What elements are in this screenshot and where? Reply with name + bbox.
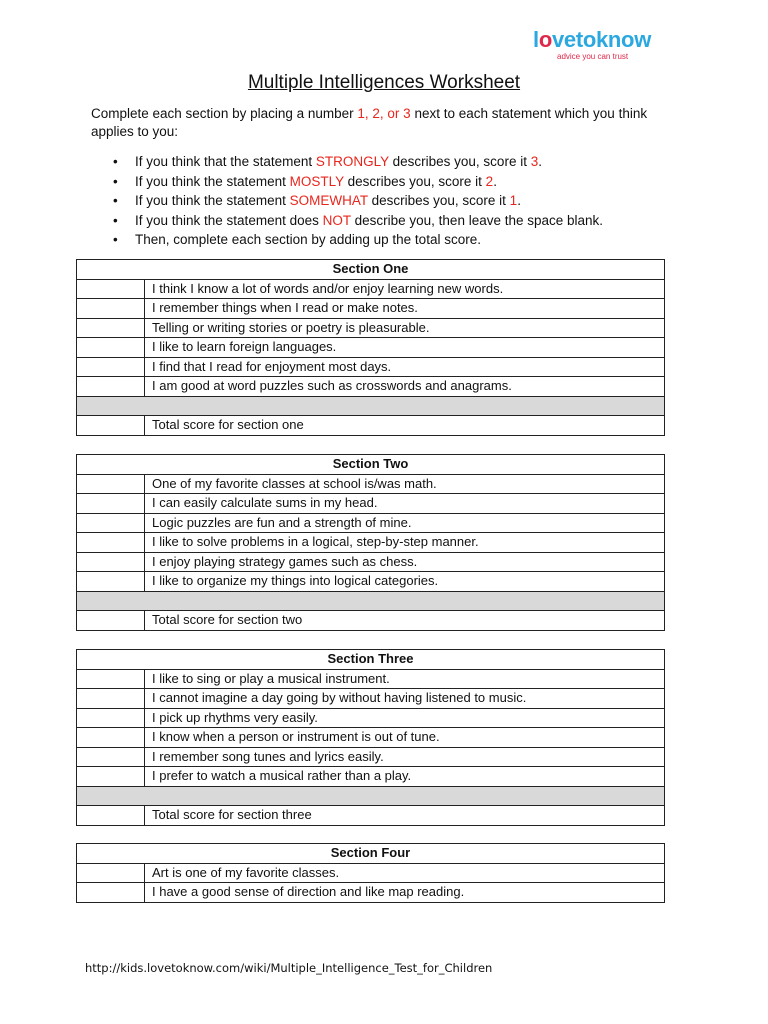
statement-row bbox=[77, 377, 665, 397]
score-cell[interactable] bbox=[77, 299, 145, 319]
logo-wordmark bbox=[533, 28, 663, 52]
bullet-dot: • bbox=[113, 193, 118, 208]
statement-row bbox=[77, 883, 665, 903]
intro-paragraph bbox=[91, 105, 681, 141]
statement-row bbox=[77, 357, 665, 377]
total-label: Total score for section one bbox=[145, 416, 665, 436]
statement-text: I find that I read for enjoyment most days. bbox=[145, 357, 665, 377]
statement-text: I can easily calculate sums in my head. bbox=[145, 494, 665, 514]
statement-row bbox=[77, 669, 665, 689]
section-table bbox=[76, 454, 665, 631]
instruction-text: describes you, score it bbox=[367, 193, 510, 208]
statement-row bbox=[77, 767, 665, 787]
score-cell[interactable] bbox=[77, 494, 145, 514]
separator-cell bbox=[77, 396, 665, 416]
instructions-list bbox=[91, 152, 691, 250]
section-table bbox=[76, 843, 665, 903]
score-cell[interactable] bbox=[77, 747, 145, 767]
statement-text: I like to sing or play a musical instrument. bbox=[145, 669, 665, 689]
total-score-cell[interactable] bbox=[77, 611, 145, 631]
score-cell[interactable] bbox=[77, 708, 145, 728]
statement-row bbox=[77, 689, 665, 709]
separator-cell bbox=[77, 786, 665, 806]
instruction-score: 2 bbox=[485, 173, 494, 189]
section-heading: Section Four bbox=[77, 844, 665, 864]
statement-row bbox=[77, 728, 665, 748]
logo-tagline: advice you can trust bbox=[557, 52, 629, 61]
intro-text-before: Complete each section by placing a number bbox=[91, 106, 358, 121]
statement-text: I know when a person or instrument is out of tune. bbox=[145, 728, 665, 748]
instruction-text: Then, complete each section by adding up the total score. bbox=[135, 232, 481, 247]
score-cell[interactable] bbox=[77, 863, 145, 883]
score-cell[interactable] bbox=[77, 883, 145, 903]
bullet-dot: • bbox=[113, 173, 118, 189]
instruction-highlight: MOSTLY bbox=[289, 173, 344, 189]
statement-row bbox=[77, 863, 665, 883]
instruction-text: If you think the statement bbox=[135, 173, 290, 189]
instruction-highlight: NOT bbox=[322, 212, 351, 228]
section-table bbox=[76, 649, 665, 826]
statement-text: I have a good sense of direction and like map reading. bbox=[145, 883, 665, 903]
instruction-text: . bbox=[493, 173, 497, 189]
section-heading: Section One bbox=[77, 260, 665, 280]
statement-row bbox=[77, 299, 665, 319]
score-cell[interactable] bbox=[77, 338, 145, 358]
total-row bbox=[77, 611, 665, 631]
statement-text: I think I know a lot of words and/or enjoy learning new words. bbox=[145, 279, 665, 299]
score-cell[interactable] bbox=[77, 533, 145, 553]
instruction-score: 3 bbox=[530, 154, 539, 169]
statement-text: One of my favorite classes at school is/was math. bbox=[145, 474, 665, 494]
bullet-dot: • bbox=[113, 212, 118, 228]
instruction-item bbox=[91, 152, 691, 172]
instruction-text: If you think that the statement bbox=[135, 154, 316, 169]
section-table bbox=[76, 259, 665, 436]
score-cell[interactable] bbox=[77, 377, 145, 397]
total-score-cell[interactable] bbox=[77, 416, 145, 436]
total-row bbox=[77, 806, 665, 826]
total-label: Total score for section three bbox=[145, 806, 665, 826]
intro-numbers: 1, 2, or 3 bbox=[357, 106, 411, 121]
instruction-item bbox=[91, 230, 691, 250]
score-cell[interactable] bbox=[77, 552, 145, 572]
separator-row bbox=[77, 396, 665, 416]
statement-row bbox=[77, 494, 665, 514]
score-cell[interactable] bbox=[77, 689, 145, 709]
logo-heart-o: o bbox=[538, 27, 552, 52]
score-cell[interactable] bbox=[77, 357, 145, 377]
score-cell[interactable] bbox=[77, 669, 145, 689]
statement-text: I remember song tunes and lyrics easily. bbox=[145, 747, 665, 767]
intro-text-after: next to each statement which you think applies to you: bbox=[91, 106, 648, 139]
score-cell[interactable] bbox=[77, 513, 145, 533]
statement-row bbox=[77, 552, 665, 572]
score-cell[interactable] bbox=[77, 767, 145, 787]
statement-text: I enjoy playing strategy games such as chess. bbox=[145, 552, 665, 572]
footer-url[interactable]: http://kids.lovetoknow.com/wiki/Multiple_Intelligence_Test_for_Children bbox=[85, 961, 493, 975]
section-heading: Section Two bbox=[77, 455, 665, 475]
statement-text: Art is one of my favorite classes. bbox=[145, 863, 665, 883]
statement-row bbox=[77, 338, 665, 358]
statement-row bbox=[77, 533, 665, 553]
score-cell[interactable] bbox=[77, 572, 145, 592]
instruction-item bbox=[91, 172, 691, 192]
bullet-dot: • bbox=[113, 232, 118, 247]
separator-row bbox=[77, 591, 665, 611]
score-cell[interactable] bbox=[77, 474, 145, 494]
statement-text: I pick up rhythms very easily. bbox=[145, 708, 665, 728]
total-row bbox=[77, 416, 665, 436]
statement-row bbox=[77, 318, 665, 338]
instruction-text: If you think the statement does bbox=[135, 212, 323, 228]
statement-text: I like to organize my things into logical categories. bbox=[145, 572, 665, 592]
total-label: Total score for section two bbox=[145, 611, 665, 631]
statement-text: I remember things when I read or make notes. bbox=[145, 299, 665, 319]
instruction-text: . bbox=[538, 154, 542, 169]
instruction-item bbox=[91, 211, 691, 231]
bullet-dot: • bbox=[113, 154, 118, 169]
separator-row bbox=[77, 786, 665, 806]
statement-row bbox=[77, 279, 665, 299]
statement-row bbox=[77, 572, 665, 592]
statement-text: I cannot imagine a day going by without having listened to music. bbox=[145, 689, 665, 709]
logo-letter-l: l bbox=[533, 27, 539, 52]
instruction-item bbox=[91, 191, 691, 211]
total-score-cell[interactable] bbox=[77, 806, 145, 826]
statement-row bbox=[77, 513, 665, 533]
statement-text: I like to solve problems in a logical, step-by-step manner. bbox=[145, 533, 665, 553]
logo-rest: vetoknow bbox=[551, 27, 652, 52]
statement-row bbox=[77, 708, 665, 728]
worksheet-title: Multiple Intelligences Worksheet bbox=[247, 72, 521, 93]
statement-text: I am good at word puzzles such as crosswords and anagrams. bbox=[145, 377, 665, 397]
statement-text: Logic puzzles are fun and a strength of mine. bbox=[145, 513, 665, 533]
instruction-text: If you think the statement bbox=[135, 193, 290, 208]
statement-text: I like to learn foreign languages. bbox=[145, 338, 665, 358]
statement-text: Telling or writing stories or poetry is pleasurable. bbox=[145, 318, 665, 338]
score-cell[interactable] bbox=[77, 279, 145, 299]
separator-cell bbox=[77, 591, 665, 611]
instruction-score: 1 bbox=[509, 193, 518, 208]
section-heading: Section Three bbox=[77, 650, 665, 670]
instruction-text: describes you, score it bbox=[343, 173, 486, 189]
score-cell[interactable] bbox=[77, 728, 145, 748]
statement-row bbox=[77, 747, 665, 767]
score-cell[interactable] bbox=[77, 318, 145, 338]
instruction-text: . bbox=[517, 193, 521, 208]
instruction-highlight: STRONGLY bbox=[315, 154, 389, 169]
lovetoknow-logo bbox=[533, 28, 663, 61]
statement-row bbox=[77, 474, 665, 494]
instruction-text: describe you, then leave the space blank. bbox=[350, 212, 604, 228]
instruction-highlight: SOMEWHAT bbox=[289, 193, 368, 208]
statement-text: I prefer to watch a musical rather than a play. bbox=[145, 767, 665, 787]
instruction-text: describes you, score it bbox=[388, 154, 531, 169]
